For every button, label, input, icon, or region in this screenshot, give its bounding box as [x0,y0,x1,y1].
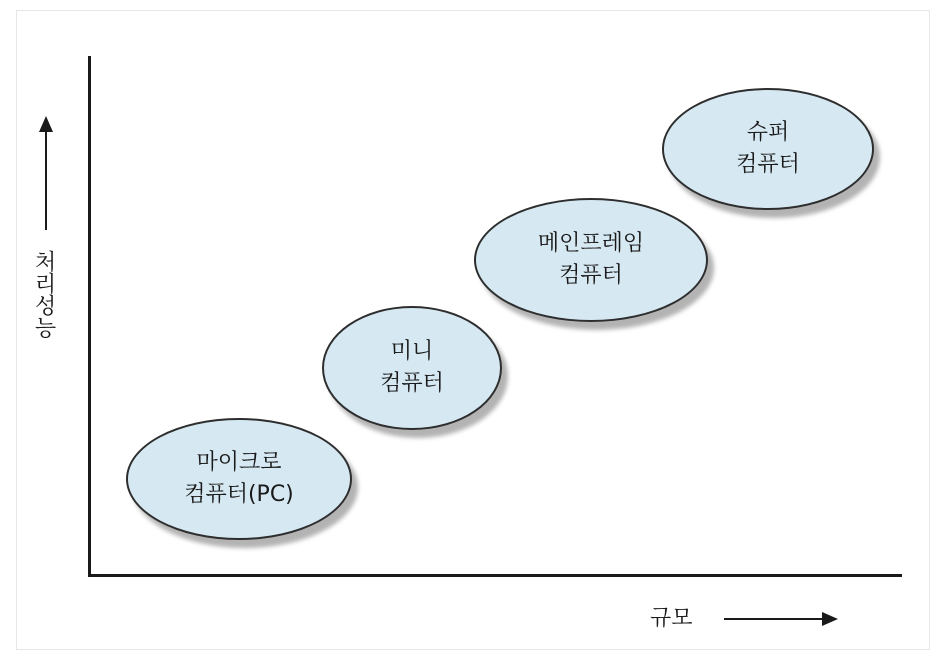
node-microcomputer [126,418,352,540]
y-axis-label: 처리성능 [31,250,56,338]
node-mainframe [474,198,708,322]
x-axis-arrow-head [822,612,838,626]
x-axis-line [88,574,902,577]
node-label-supercomputer: 슈퍼 컴퓨터 [736,120,800,177]
node-label-minicomputer: 미니 컴퓨터 [380,339,444,396]
x-axis-label: 규모 [650,606,693,631]
x-axis-arrow-line [724,618,824,620]
node-label-microcomputer: 마이크로 컴퓨터(PC) [184,450,294,507]
node-label-mainframe: 메인프레임 컴퓨터 [537,231,645,288]
node-minicomputer [322,306,502,430]
node-supercomputer [662,88,874,210]
y-axis-line [88,56,91,577]
y-axis-arrow-line [45,130,47,230]
